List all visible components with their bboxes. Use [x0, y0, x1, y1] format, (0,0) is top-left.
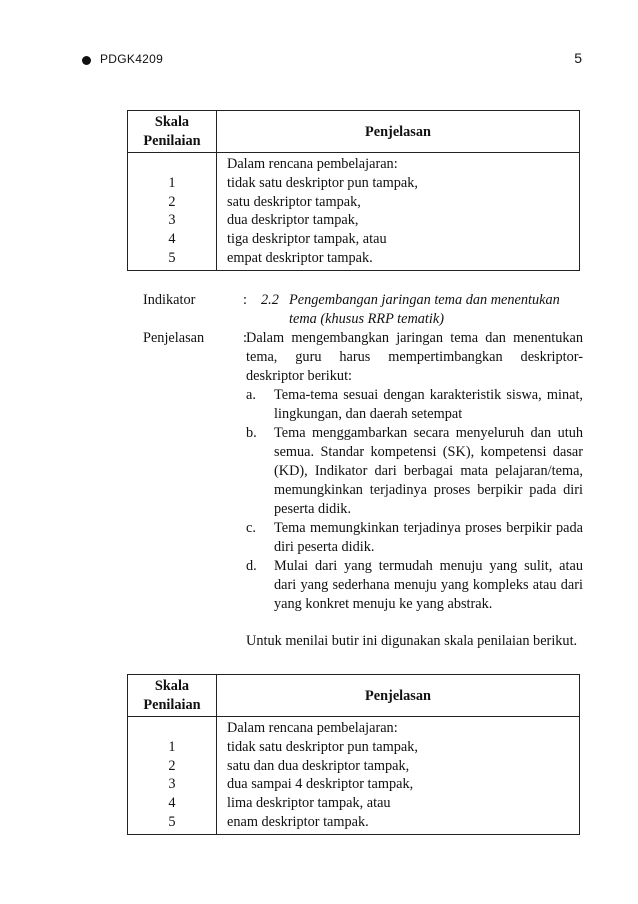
- description-column-header: Penjelasan: [217, 675, 580, 717]
- course-code: PDGK4209: [100, 52, 164, 66]
- description-intro: Dalam rencana pembelajaran:: [227, 156, 398, 173]
- page-number: 5: [574, 50, 582, 66]
- description-intro: Dalam rencana pembelajaran:: [227, 720, 398, 737]
- description-text: satu dan dua deskriptor tampak,: [227, 757, 410, 774]
- explanation-label: Penjelasan: [143, 330, 205, 346]
- score-cell: [128, 153, 217, 270]
- description-text: tiga deskriptor tampak, atau: [227, 231, 387, 248]
- list-item: a. Tema-tema sesuai dengan karakteristik siswa, minat, lingkungan, dan daerah setempat: [246, 387, 583, 422]
- description-text: dua sampai 4 deskriptor tampak,: [227, 776, 414, 793]
- table-header-row: [128, 675, 580, 717]
- rating-scale-table-1: [127, 110, 580, 271]
- description-cell: [217, 717, 580, 834]
- score: 4: [168, 231, 176, 248]
- indicator-text: 2.2 Pengembangan jaringan tema dan menentukan tema (khusus RRP tematik): [261, 292, 560, 327]
- description-cell: [217, 153, 580, 270]
- table-header-row: [128, 111, 580, 153]
- explanation-entry: [143, 329, 593, 669]
- score: 1: [168, 175, 176, 192]
- description-text: empat deskriptor tampak.: [227, 249, 373, 266]
- score: 3: [168, 212, 176, 229]
- score: 4: [168, 795, 176, 812]
- score: 2: [168, 193, 176, 210]
- description-text: dua deskriptor tampak,: [227, 212, 359, 229]
- description-text: lima deskriptor tampak, atau: [227, 795, 391, 812]
- score: 1: [168, 739, 176, 756]
- rating-scale-table-2: [127, 674, 580, 835]
- score: 3: [168, 776, 176, 793]
- description-text: enam deskriptor tampak.: [227, 813, 369, 830]
- list-item: d. Mulai dari yang termudah menuju yang sulit, atau dari yang sederhana menuju yang kompleks atau dari yang konkret menuju ke yang abstrak.: [246, 558, 583, 612]
- score: 5: [168, 249, 176, 266]
- description-text: satu deskriptor tampak,: [227, 193, 361, 210]
- description-text: tidak satu deskriptor pun tampak,: [227, 739, 418, 756]
- score: 5: [168, 813, 176, 830]
- table-body-row: [128, 153, 580, 270]
- bullet-dot-icon: [82, 56, 91, 65]
- explanation-body: [246, 329, 583, 651]
- description-text: tidak satu deskriptor pun tampak,: [227, 175, 418, 192]
- table-body-row: [128, 717, 580, 834]
- score-cell: [128, 717, 217, 834]
- description-column-header: Penjelasan: [217, 111, 580, 153]
- closing-paragraph: Untuk menilai butir ini digunakan skala penilaian berikut.: [246, 633, 578, 649]
- scale-column-header: Skala Penilaian: [128, 111, 217, 153]
- explanation-intro: Dalam mengembangkan jaringan tema dan menentukan tema, guru harus mempertimbangkan deskriptor-deskriptor berikut:: [246, 330, 583, 384]
- page-header: [82, 52, 582, 72]
- list-item: c. Tema memungkinkan terjadinya proses berpikir pada diri peserta didik.: [246, 520, 583, 555]
- colon: :: [243, 292, 247, 308]
- descriptor-list: [246, 386, 583, 614]
- list-item: b. Tema menggambarkan secara menyeluruh dan utuh semua. Standar kompetensi (SK), kompetensi dasar (KD), Indikator dari berbagai mata pelajaran/tema, memungkinkan terjadinya proses berpikir pada diri peserta didik.: [246, 425, 583, 517]
- scale-column-header: Skala Penilaian: [128, 675, 217, 717]
- colon: :: [243, 330, 247, 346]
- indicator-number: 2.2: [261, 292, 279, 308]
- indicator-label: Indikator: [143, 292, 196, 308]
- score: 2: [168, 757, 176, 774]
